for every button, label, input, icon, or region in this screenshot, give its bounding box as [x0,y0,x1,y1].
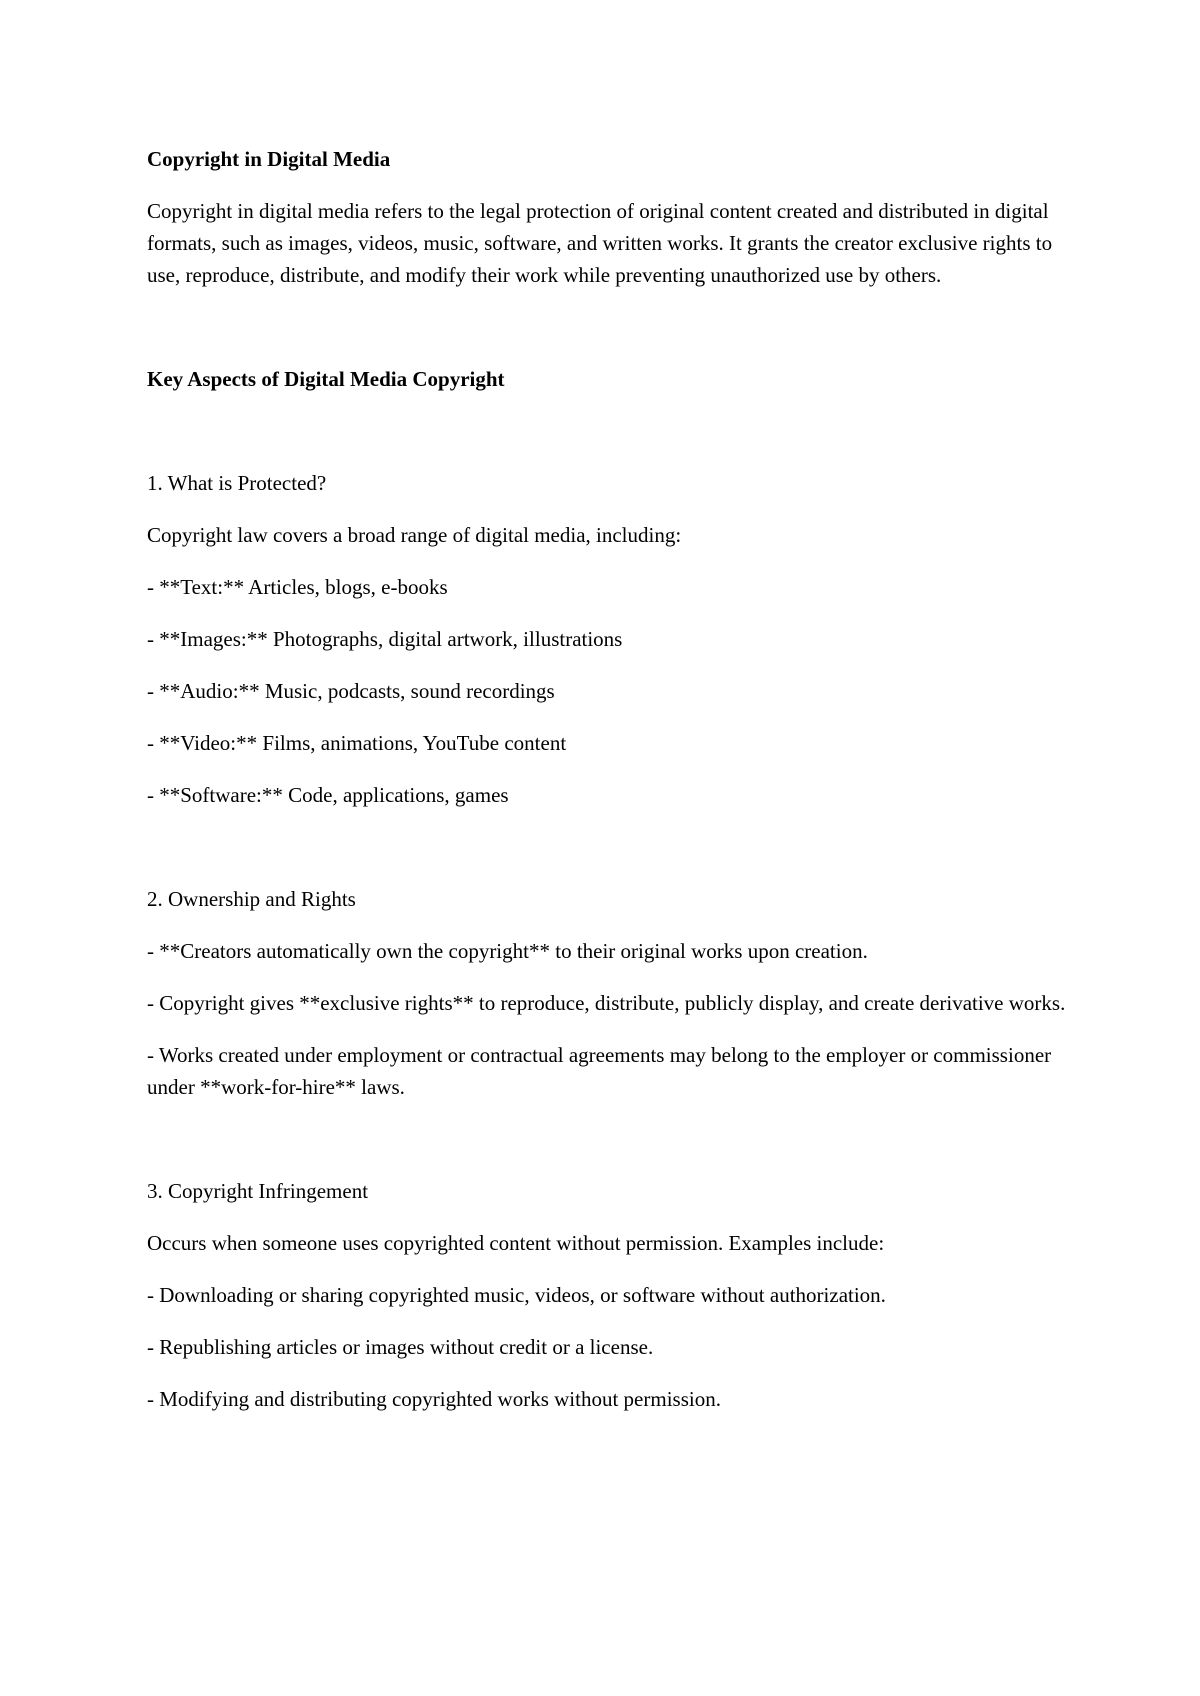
list-item: - Works created under employment or contractual agreements may belong to the employer or commissioner under **work-for-hire** laws. [147,1043,1052,1099]
section-heading-infringement: 3. Copyright Infringement [147,1179,369,1203]
document-subtitle: Key Aspects of Digital Media Copyright [147,367,505,391]
list-item: - **Creators automatically own the copyright** to their original works upon creation. [147,939,868,963]
list-item: - **Audio:** Music, podcasts, sound recordings [147,679,555,703]
intro-paragraph: Copyright in digital media refers to the legal protection of original content created and distributed in digital formats, such as images, videos, music, software, and written works. It grants the creator exclusive rights to use, reproduce, distribute, and modify their work while preventing unauthorized use by others. [147,199,1053,287]
list-item: - Modifying and distributing copyrighted works without permission. [147,1387,721,1411]
list-item: - **Text:** Articles, blogs, e-books [147,575,448,599]
list-item: - **Video:** Films, animations, YouTube content [147,731,567,755]
list-item: - **Images:** Photographs, digital artwork, illustrations [147,627,623,651]
list-item: - Republishing articles or images without credit or a license. [147,1335,654,1359]
section-heading-ownership: 2. Ownership and Rights [147,887,356,911]
list-item: - Downloading or sharing copyrighted music, videos, or software without authorization. [147,1283,886,1307]
document-body [147,143,1067,1435]
document-title: Copyright in Digital Media [147,147,391,171]
section-heading-what-is-protected: 1. What is Protected? [147,471,327,495]
list-item: - Copyright gives **exclusive rights** to reproduce, distribute, publicly display, and create derivative works. [147,991,1066,1015]
section-lead-infringement: Occurs when someone uses copyrighted content without permission. Examples include: [147,1231,885,1255]
section-lead-what-is-protected: Copyright law covers a broad range of digital media, including: [147,523,682,547]
list-item: - **Software:** Code, applications, games [147,783,509,807]
